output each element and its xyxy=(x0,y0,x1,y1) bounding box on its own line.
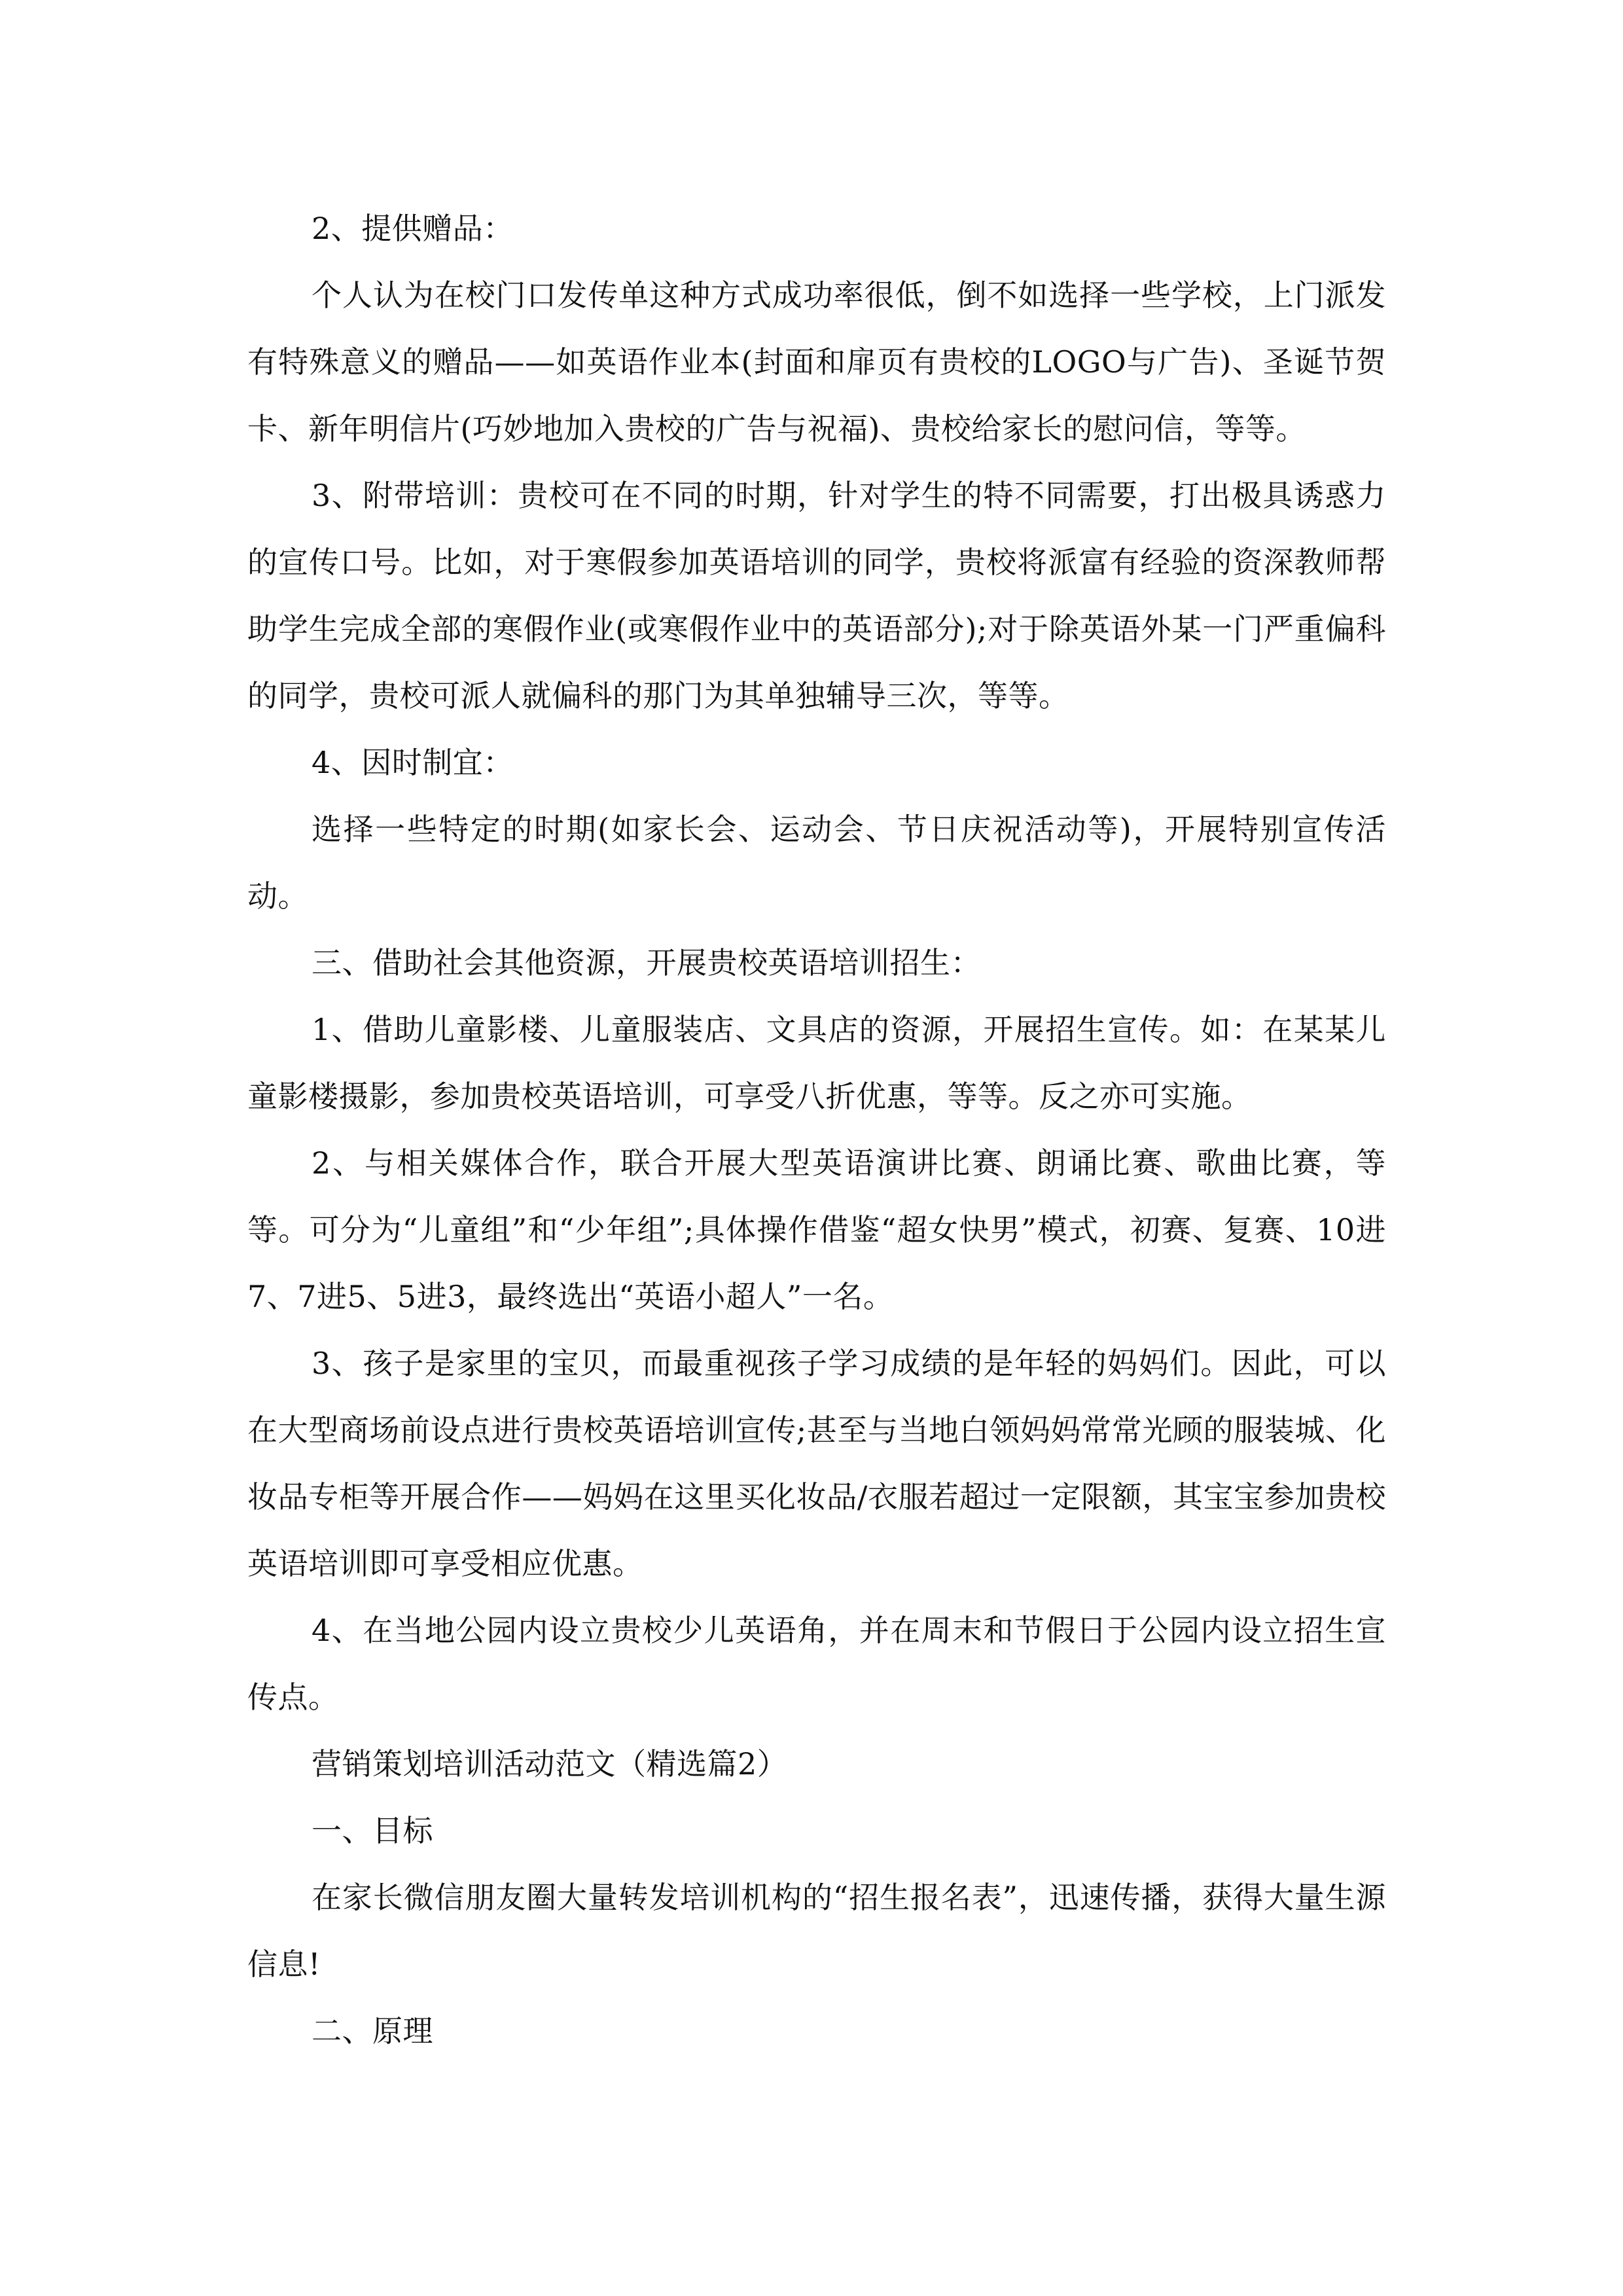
paragraph-resource-two: 2、与相关媒体合作，联合开展大型英语演讲比赛、朗诵比赛、歌曲比赛，等等。可分为“儿童组”和“少年组”;具体操作借鉴“超女快男”模式，初赛、复赛、10进7、7进5、5进3，最终选出“英语小超人”一名。 xyxy=(247,1145,1386,1314)
paragraph-resource-four: 4、在当地公园内设立贵校少儿英语角，并在周末和节假日于公园内设立招生宣传点。 xyxy=(247,1613,1386,1715)
paragraph-goal-heading: 一、目标 xyxy=(312,1813,433,1848)
document-body xyxy=(247,195,1386,2064)
paragraph-principle-heading: 二、原理 xyxy=(312,2013,433,2049)
paragraph-gift-body: 个人认为在校门口发传单这种方式成功率很低，倒不如选择一些学校，上门派发有特殊意义的赠品——如英语作业本(封面和扉页有贵校的LOGO与广告)、圣诞节贺卡、新年明信片(巧妙地加入贵校的广告与祝福)、贵校给家长的慰问信，等等。 xyxy=(247,278,1386,446)
paragraph-section-three-heading: 三、借助社会其他资源，开展贵校英语培训招生： xyxy=(312,945,981,980)
paragraph-timing-body: 选择一些特定的时期(如家长会、运动会、节日庆祝活动等)，开展特别宣传活动。 xyxy=(247,812,1386,914)
paragraph-gift-heading: 2、提供赠品： xyxy=(312,211,514,246)
paragraph-resource-one: 1、借助儿童影楼、儿童服装店、文具店的资源，开展招生宣传。如：在某某儿童影楼摄影，参加贵校英语培训，可享受八折优惠，等等。反之亦可实施。 xyxy=(247,1012,1386,1114)
paragraph-article-title: 营销策划培训活动范文（精选篇2） xyxy=(312,1746,788,1782)
paragraph-resource-three: 3、孩子是家里的宝贝，而最重视孩子学习成绩的是年轻的妈妈们。因此，可以在大型商场前设点进行贵校英语培训宣传;甚至与当地白领妈妈常常光顾的服装城、化妆品专柜等开展合作——妈妈在这里买化妆品/衣服若超过一定限额，其宝宝参加贵校英语培训即可享受相应优惠。 xyxy=(247,1346,1386,1581)
paragraph-goal-body: 在家长微信朋友圈大量转发培训机构的“招生报名表”，迅速传播，获得大量生源信息! xyxy=(247,1880,1386,1982)
paragraph-training-extra: 3、附带培训：贵校可在不同的时期，针对学生的特不同需要，打出极具诱惑力的宣传口号。比如，对于寒假参加英语培训的同学，贵校将派富有经验的资深教师帮助学生完成全部的寒假作业(或寒假作业中的英语部分);对于除英语外某一门严重偏科的同学，贵校可派人就偏科的那门为其单独辅导三次，等等。 xyxy=(247,478,1386,713)
paragraph-timing-heading: 4、因时制宜： xyxy=(312,745,514,780)
